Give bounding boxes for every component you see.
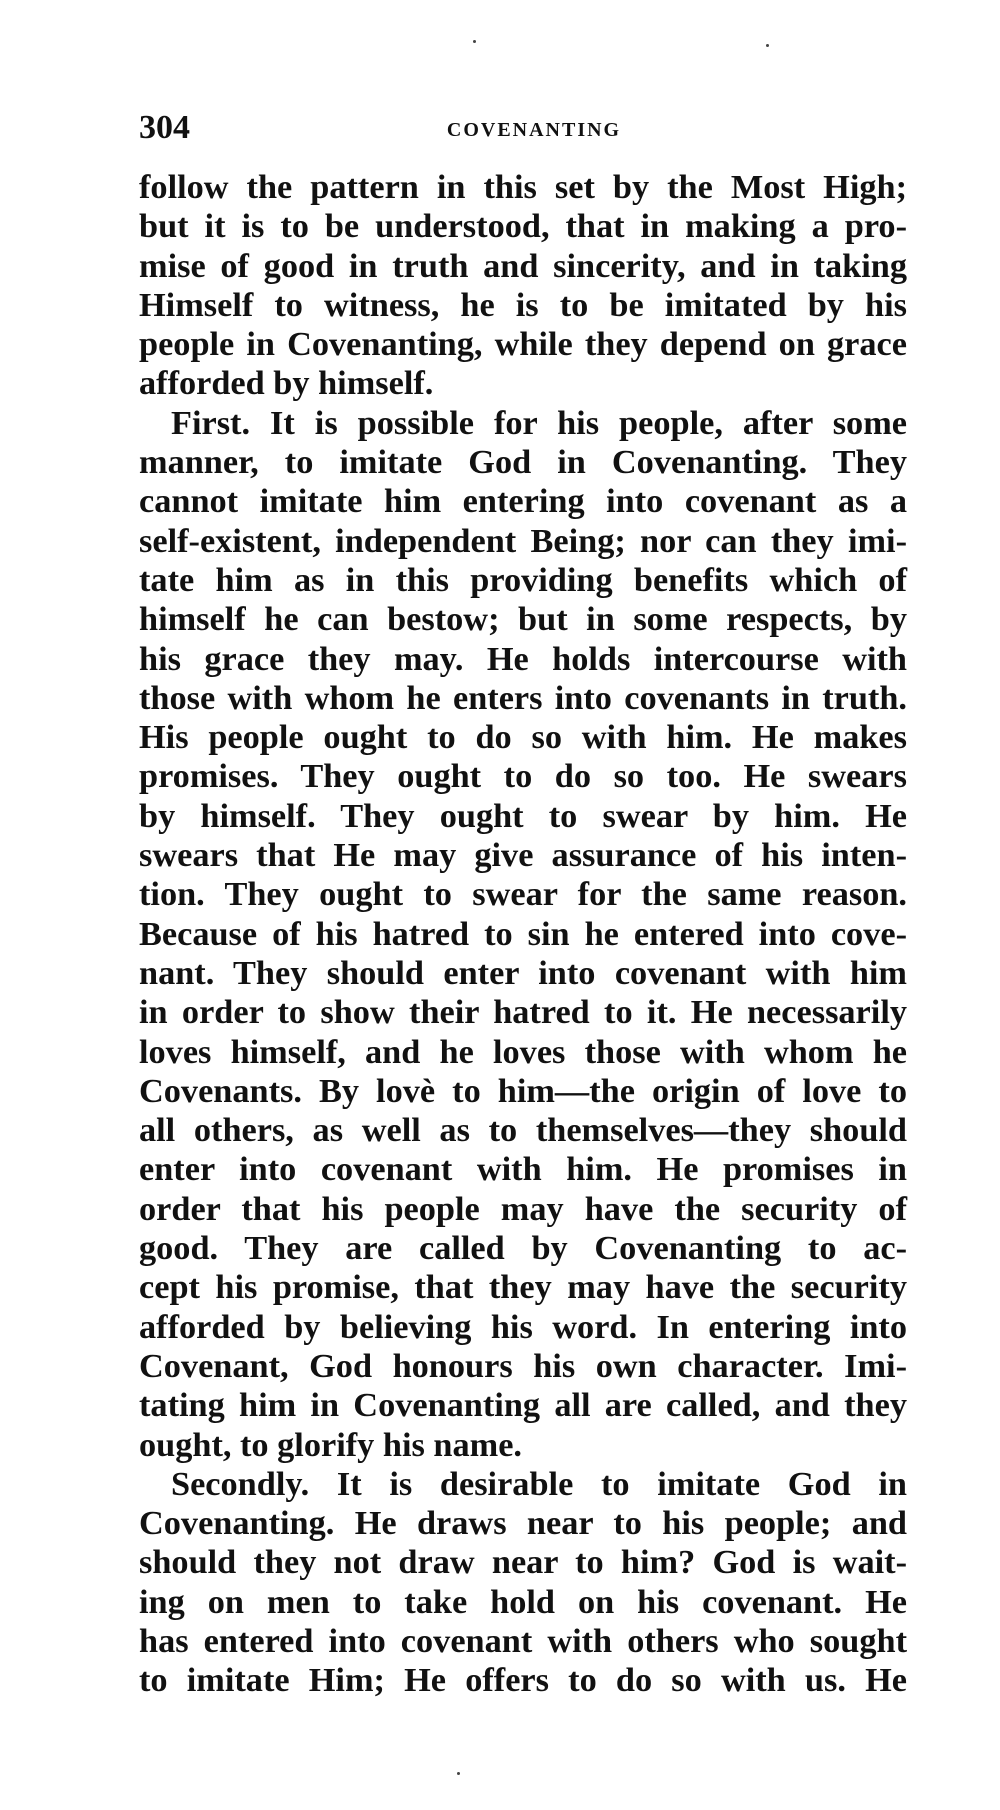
text-line: himself he can bestow; but in some respects, by <box>139 600 907 639</box>
scan-speck <box>766 44 769 47</box>
text-line: enter into covenant with him. He promises in <box>139 1150 907 1189</box>
text-line: self-existent, independent Being; nor can they imi- <box>139 521 907 560</box>
text-line: ought, to glorify his name. <box>139 1425 522 1464</box>
text-line: afforded by believing his word. In entering into <box>139 1307 907 1346</box>
text-line: nant. They should enter into covenant with him <box>139 953 907 992</box>
text-line: tating him in Covenanting all are called, and they <box>139 1386 907 1425</box>
text-line: Covenanting. He draws near to his people; and <box>139 1504 907 1543</box>
text-line: people in Covenanting, while they depend on grace <box>139 325 907 364</box>
text-line: Covenant, God honours his own character. Imi- <box>139 1346 907 1385</box>
text-line: all others, as well as to themselves—they should <box>139 1111 907 1150</box>
text-line: tion. They ought to swear for the same reason. <box>139 875 907 914</box>
text-line: good. They are called by Covenanting to ac- <box>139 1229 907 1268</box>
text-line: to imitate Him; He offers to do so with us. He <box>139 1661 907 1700</box>
text-line: cept his promise, that they may have the security <box>139 1268 907 1307</box>
text-line: in order to show their hatred to it. He necessarily <box>139 993 907 1032</box>
scan-speck <box>457 1772 460 1775</box>
scan-speck <box>473 40 476 43</box>
text-line: ing on men to take hold on his covenant. He <box>139 1582 907 1621</box>
text-line: his grace they may. He holds intercourse with <box>139 639 907 678</box>
paragraph-first-line: First. It is possible for his people, after some <box>171 403 907 442</box>
text-line: order that his people may have the security of <box>139 1189 907 1228</box>
text-line: cannot imitate him entering into covenant as a <box>139 482 907 521</box>
paragraph-first-line: Secondly. It is desirable to imitate God in <box>171 1464 907 1503</box>
text-line: swears that He may give assurance of his inten- <box>139 836 907 875</box>
text-line: loves himself, and he loves those with whom he <box>139 1032 907 1071</box>
running-title: COVENANTING <box>446 119 622 141</box>
text-line: manner, to imitate God in Covenanting. They <box>139 443 907 482</box>
text-line: Himself to witness, he is to be imitated by his <box>139 285 907 324</box>
text-line: Covenants. By lovè to him—the origin of love to <box>139 1071 907 1110</box>
text-line: those with whom he enters into covenants in truth. <box>139 678 907 717</box>
text-line: but it is to be understood, that in making a pro- <box>139 207 907 246</box>
text-line: has entered into covenant with others who sought <box>139 1621 907 1660</box>
text-line: tate him as in this providing benefits which of <box>139 560 907 599</box>
text-line: mise of good in truth and sincerity, and in taking <box>139 246 907 285</box>
text-line: by himself. They ought to swear by him. He <box>139 796 907 835</box>
page-number: 304 <box>139 109 190 146</box>
text-line: His people ought to do so with him. He makes <box>139 718 907 757</box>
text-line: should they not draw near to him? God is wait- <box>139 1543 907 1582</box>
text-line: afforded by himself. <box>139 364 434 403</box>
page-header <box>139 106 909 150</box>
body-text <box>139 168 907 1701</box>
text-line: follow the pattern in this set by the Most High; <box>139 168 907 206</box>
text-line: promises. They ought to do so too. He swears <box>139 757 907 796</box>
text-line: Because of his hatred to sin he entered into cove- <box>139 914 907 953</box>
